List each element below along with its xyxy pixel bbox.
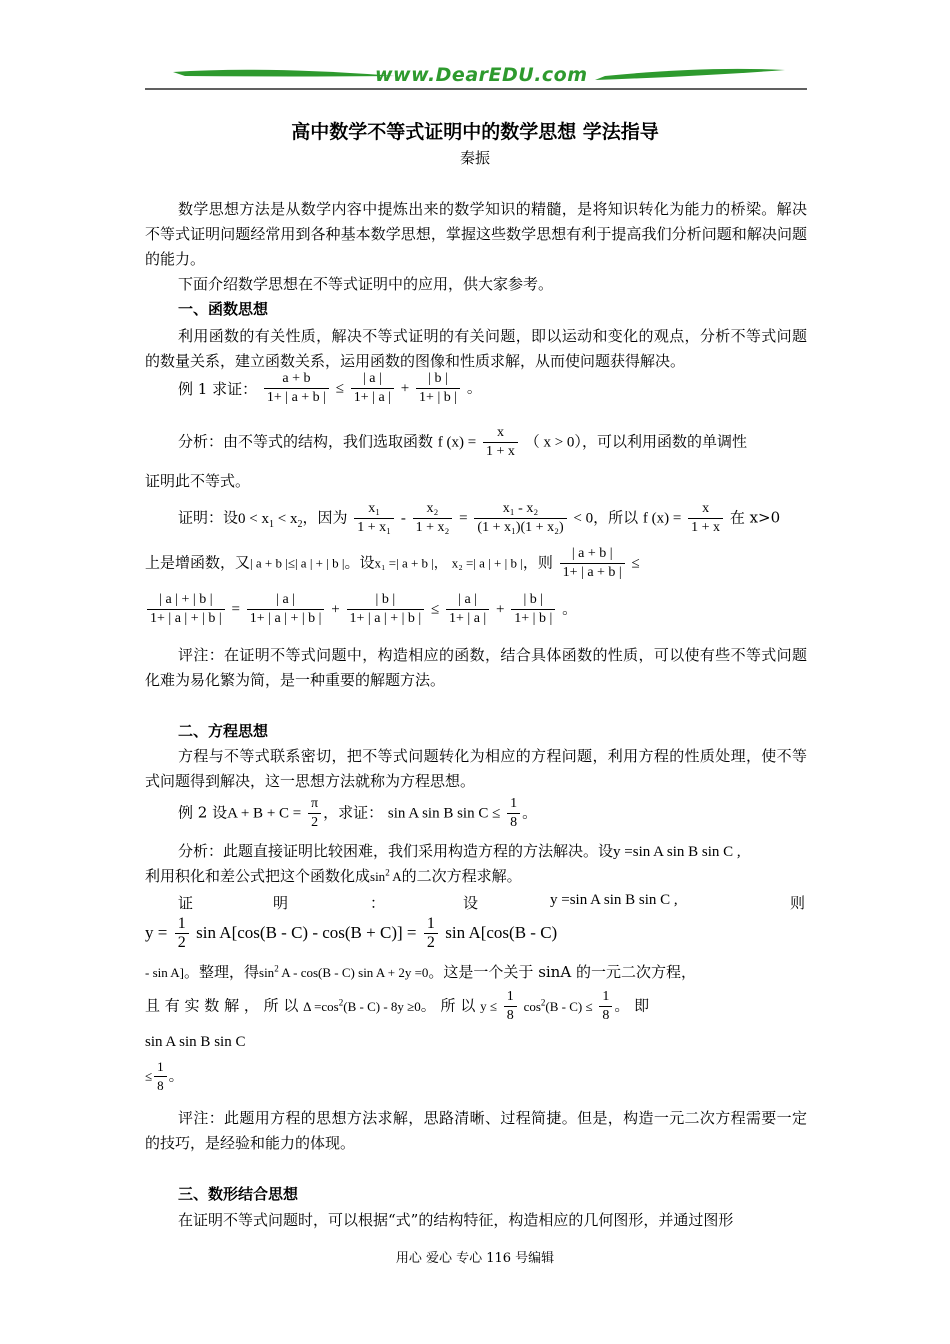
proof-2-text-d: 。 所 以 [420, 996, 476, 1015]
proof-2-y-eq: y = [145, 923, 168, 942]
proof-1-text-b: ，因为 [302, 508, 348, 527]
proof-2-cos-bound: $\cos^2(B - C)$ ≤ [523, 997, 593, 1014]
proof-1-text-g: ，则 [522, 553, 553, 572]
proof-1-eq: = [459, 510, 468, 527]
proof-1-x1: x₁ =| a + b |， [374, 555, 447, 571]
proof-2-text-b: 。这是一个关于 sinA 的一元二次方程， [428, 963, 696, 981]
proof-2-quadratic: $\sin^2 A - \cos(B - C)$ sin A + 2y =0 [259, 963, 429, 980]
ex2-lhs: A + B + C = [227, 805, 302, 822]
comment-1: 评注：在证明不等式问题中，构造相应的函数，结合具体函数的性质，可以使有些不等式问题化难为易化繁为简，是一种重要的解题方法。 [145, 646, 807, 689]
proof-1-frac-9: $\frac{| a |}{1+ | a |}$ [446, 591, 489, 628]
proof-2-word-1: 证 [178, 894, 194, 912]
proof-1-frac-8: $\frac{| b |}{1+ | a | + | b |}$ [347, 591, 425, 628]
proof-1-frac-3: $\frac{\text{x₁ - x₂}}{\text{(1 + x₁)(1 + x₂)}}$ [474, 500, 566, 537]
proof-1-frac-6: $\frac{| a | + | b |}{1+ | a | + | b |}$ [147, 591, 225, 628]
proof-1-cond: $0 < x_1 < x_2$ [238, 510, 303, 530]
ex2-rhs: sin A sin B sin C ≤ [387, 805, 501, 822]
proof-2-sinA-close: - sin A] [145, 965, 184, 980]
proof-1-frac-2: $\frac{\text{x₂}}{\text{1 + x₂}}$ [413, 500, 453, 537]
proof-2-line-6 [145, 1058, 184, 1095]
example-2 [178, 795, 537, 832]
proof-2-y-le: y ≤ [480, 998, 497, 1014]
proof-1-lt0: < 0 [573, 510, 594, 527]
proof-1-le: ≤ [631, 555, 640, 572]
proof-1-ineq: | a + b |≤| a | + | b | [250, 555, 345, 571]
proof-1-frac-10: $\frac{| b |}{1+ | b |}$ [511, 591, 555, 628]
proof-1-text-c: ，所以 [593, 508, 639, 527]
ex1-le: ≤ [335, 380, 345, 397]
proof-1-frac-4: $\frac{x}{1 + x}$ [688, 500, 723, 537]
proof-2-line-3 [145, 961, 696, 982]
example-1-label: 例 1 求证： [178, 380, 258, 398]
example-1-frac-3: $\frac{| b |}{1+ | b |}$ [416, 370, 460, 407]
proof-2-final-end: 。 [168, 1066, 184, 1085]
proof-2-line-2 [145, 915, 557, 952]
analysis-2-line-1 [178, 840, 741, 861]
proof-1-end: 。 [562, 599, 578, 618]
proof-1-line-3 [145, 591, 577, 628]
section-2-body: 方程与不等式联系密切，把不等式问题转化为相应的方程问题，利用方程的性质处理，使不等式问题得到解决，这一思想方法就称为方程思想。 [145, 747, 807, 790]
document-title: 高中数学不等式证明中的数学思想 学法指导 [291, 121, 659, 143]
ex1-end: 。 [466, 378, 482, 397]
author: 秦振 [459, 149, 490, 167]
section-1-heading: 一、函数思想 [178, 300, 269, 318]
analysis-1-text-a: 分析：由不等式的结构，我们选取函数 [178, 432, 434, 451]
section-3-body: 在证明不等式问题时，可以根据“式”的结构特征，构造相应的几何图形，并通过图形 [178, 1211, 734, 1229]
proof-1-text-d: 在 x>0 [729, 508, 781, 527]
page-footer: 用心 爱心 专心 116 号编辑 [395, 1251, 555, 1266]
proof-1-frac-1: $\frac{\text{x₁}}{\text{1 + x₁}}$ [354, 500, 394, 537]
proof-2-eighth-2: $\frac{1}{8}$ [599, 988, 612, 1025]
proof-2-line-4 [145, 988, 649, 1025]
proof-2-half-2: $\frac{1}{2}$ [424, 915, 438, 952]
analysis-2-line-2 [145, 865, 522, 886]
example-2-label: 例 2 设 [178, 803, 228, 822]
proof-2-final-le: ≤ [145, 1068, 153, 1084]
proof-2-word-2: 明 [273, 894, 289, 912]
analysis-2-text-c: 的二次方程求解。 [401, 867, 522, 885]
section-1-body: 利用函数的有关性质，解决不等式证明的有关问题，即以运动和变化的观点，分析不等式问题的数量关系，建立函数关系，运用函数的图像和性质求解，从而使问题获得解决。 [145, 327, 807, 370]
fx-lhs: f (x) = [437, 434, 477, 451]
proof-1-le2: ≤ [431, 601, 440, 618]
proof-1-minus: - [400, 510, 406, 527]
proof-1-line-1 [178, 500, 780, 537]
section-3-heading: 三、数形结合思想 [178, 1185, 299, 1203]
ex2-frac-pi: $\frac{\pi}{2}$ [308, 795, 321, 832]
proof-1-frac-5: $\frac{| a + b |}{1+ | a + b |}$ [560, 545, 625, 582]
proof-1-text-a: 证明：设 [178, 508, 239, 527]
ex1-plus: + [400, 380, 410, 397]
proof-1-plus: + [331, 601, 340, 618]
ex2-frac-1-8: $\frac{1}{8}$ [507, 795, 520, 832]
proof-2-discriminant: $\Delta =\cos^2(B - C) - 8y \ge 0$ [303, 997, 421, 1014]
proof-2-y-def: y =sin A sin B sin C , [550, 892, 678, 908]
proof-1-eq2: = [231, 601, 240, 618]
proof-2-text-e: 。 即 [614, 996, 650, 1015]
proof-1-text-f: 。设 [344, 553, 375, 572]
proof-2-half-1: $\frac{1}{2}$ [175, 915, 189, 952]
example-1 [178, 370, 482, 407]
section-2-heading: 二、方程思想 [178, 722, 269, 740]
header-banner [145, 62, 807, 92]
proof-2-text-a: 。整理，得 [184, 963, 260, 981]
analysis-2-text-a: 分析：此题直接证明比较困难，我们采用构造方程的方法解决。设 [178, 842, 614, 860]
proof-2-then: 则 [790, 894, 806, 912]
proof-2-word-4: 设 [463, 894, 479, 912]
proof-2-text-c: 且 有 实 数 解 ， 所 以 [145, 996, 299, 1015]
analysis-1-line-2: 证明此不等式。 [145, 472, 251, 490]
comment-2: 评注：此题用方程的思想方法求解，思路清晰、过程简捷。但是，构造一元二次方程需要一定的技巧，是经验和能力的体现。 [145, 1109, 807, 1152]
intro-paragraph-2: 下面介绍数学思想在不等式证明中的应用，供大家参考。 [178, 275, 554, 293]
proof-2-expr-1: sin A[cos(B - C) - cos(B + C)] = [196, 923, 417, 942]
proof-1-frac-7: $\frac{| a |}{1+ | a | + | b |}$ [247, 591, 325, 628]
proof-2-expr-2: sin A[cos(B - C) [445, 923, 558, 942]
proof-2-line-5: sin A sin B sin C [145, 1034, 246, 1050]
example-1-frac-1: $\frac{a + b}{1+ | a + b |}$ [264, 370, 329, 407]
proof-1-f: f (x) = [642, 510, 682, 527]
analysis-1-line [178, 424, 747, 461]
analysis-1-text-b: ，可以利用函数的单调性 [581, 432, 747, 451]
analysis-2-text-b: 利用积化和差公式把这个函数化成 [145, 867, 371, 885]
example-2-mid: ，求证： [323, 803, 384, 822]
example-1-frac-2: $\frac{| a |}{1+ | a |}$ [351, 370, 394, 407]
proof-2-eighth-1: $\frac{1}{8}$ [504, 988, 517, 1025]
fx-cond: （ x > 0） [524, 434, 582, 451]
proof-1-line-2 [145, 545, 640, 582]
proof-1-plus2: + [496, 601, 505, 618]
analysis-2-sin2: $\sin^2 A$ [370, 867, 402, 884]
proof-1-x2: x₂ =| a | + | b | [451, 555, 523, 571]
site-logo-text: www.DearEDU.com [375, 64, 588, 86]
intro-paragraph-1: 数学思想方法是从数学内容中提炼出来的数学知识的精髓，是将知识转化为能力的桥梁。解决不等式证明问题经常用到各种基本数学思想，掌握这些数学思想有利于提高我们分析问题和解决问题的能力。 [145, 200, 807, 268]
ex2-end: 。 [522, 803, 538, 822]
proof-2-word-3: ： [370, 894, 386, 912]
analysis-2-y: y =sin A sin B sin C , [613, 844, 741, 860]
fx-frac: $\frac{x}{1 + x}$ [483, 424, 518, 461]
proof-1-text-e: 上是增函数，又 [145, 553, 251, 572]
proof-2-eighth-3: $\frac{1}{8}$ [154, 1058, 167, 1095]
